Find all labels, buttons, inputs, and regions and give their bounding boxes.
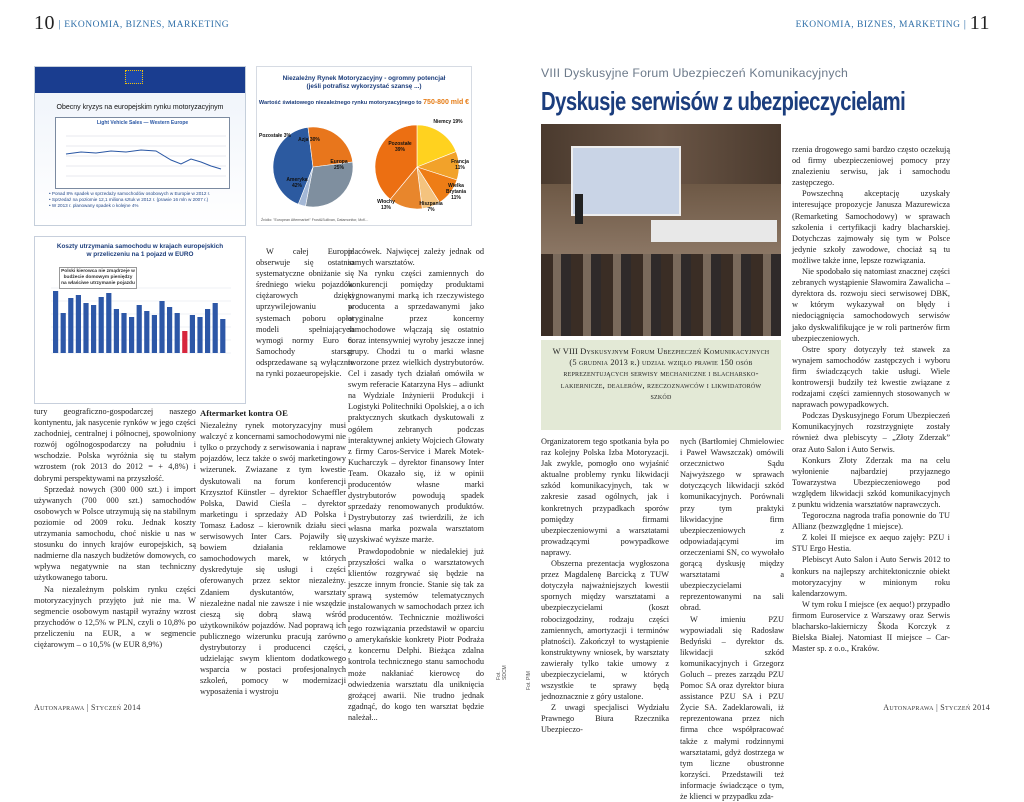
cost-bar [197, 317, 202, 353]
market-value: 750-800 mld € [423, 99, 469, 106]
left-header: 10 | EKONOMIA, BIZNES, MARKETING [34, 12, 229, 35]
paragraph: Konkurs Złoty Zderzak ma na celu wyłonienie najbardziej przyjaznego Towarzystwa Ubezpieczeniowego pod względem likwidacji szkód komunikacyjnych z punktu widzenia warsztatów naprawczych. [792, 455, 950, 510]
page-number: 10 [34, 12, 55, 34]
audience [541, 254, 781, 336]
paragraph: Niezależny rynek motoryzacyjny musi walczyć z koncernami samochodowymi nie tylko o przychody z serwisowania i napraw pojazdów, lecz także o swój marketingowy wizerunek. Zwiazane z tym kwestie dyskutowali na forum konferencji Krzysztof Künstler – dyrektor Schaeffler Polska, Dawid Cieśla – dyrektor marketingu i sprzedaży AD Polska i Tomasz Ładosz – kierownik działu sieci serwisowych Inter Cars. Pojawiły się bowiem działania reklamowe samochodowych marek, w których dyskredytuje się usługi i części oferowanych przez sektor niezależny. Zdaniem dyskutantów, warsztaty niezależne nadal nie zawsze i nie wszędzie cieszą się dobrą sławą wśród użytkowników pojazdów. Nad poprawą ich publicznego wizerunku pracują zarówno dystrybutorzy i producenci części, udzielając swym klientom dodatkowego wsparcia w postaci profesjonalnych szkoleń, pomocy w modernizacji wyposażenia i wystroju [200, 420, 346, 697]
pie-label-pozostale-small: Pozostałe 3% [259, 133, 291, 139]
paragraph: nych (Bartłomiej Chmielowiec i Paweł Wawszczak) omówili orzecznictwo Sądu Najwyższego w sprawach dotyczących likwidacji szkód komunikacyjnych. Porównali przy tym praktyki likwidacyjne firm ubezpieczeniowych z odpowiadającymi im orzeczeniami SN, co wywołało gorącą dyskusję między warsztatami a ubezpieczycielami reprezentowanymi na sali obrad. [680, 436, 784, 614]
cost-bar [53, 291, 58, 353]
slide-title: Obecny kryzys na europejskim rynku motoryzacyjnym [35, 104, 245, 111]
pie-label-azja: Azja 30% [297, 137, 321, 143]
cost-bar [106, 293, 111, 353]
slide-source: Źródło: "European Aftermarket" Frost&Sullivan, Datamonitor, McK... [261, 218, 368, 222]
pie-label-niemcy: Niemcy 19% [433, 119, 463, 125]
mini-chart-title: Light Vehicle Sales — Western Europe [56, 120, 229, 126]
cost-bar [91, 305, 96, 353]
paragraph: W imieniu PZU wypowiadali się Radosław Bedyński – dyrektor ds. likwidacji szkód komunikacyjnych i Grzegorz Goluch – prezes zarządu PZU Pomoc SA oraz dyrektor biura assistance PZU SA i PZU Życie SA. Zadeklarowali, iż reprezentowana przez nich firma chce współpracować także z małymi rodzinnymi warsztatami, gdyż dostrzega w tym liczne obustronne korzyści. Przedstawili też informacje świadczące o tym, że klienci w przypadku zda- [680, 614, 784, 802]
right-col-b [680, 436, 784, 802]
cost-bar [129, 317, 134, 353]
paragraph: Podczas Dyskusyjnego Forum Ubezpieczeń Komunikacyjnych rozstrzygnięte zostały również dwa plebiscyty – „Złoty Zderzak” oraz Auto Salon i Auto Serwis. [792, 410, 950, 454]
cost-bar [76, 295, 81, 353]
cost-bar [144, 311, 149, 353]
cost-bar [205, 309, 210, 353]
bullet-2: • Sprzedaż na poziomie 12,1 miliona sztuk w 2012 r. (prawie 16 mln w 2007 r.) [49, 197, 210, 203]
section-title: EKONOMIA, BIZNES, MARKETING [64, 20, 229, 30]
cost-bar [152, 315, 157, 353]
title-line-2: (jeśli potrafisz wykorzystać szansę ...) [257, 83, 471, 91]
slide-subtitle [257, 99, 471, 106]
cost-bar [68, 298, 73, 353]
title-line-1: Koszty utrzymania samochodu w krajach europejskich [35, 243, 245, 251]
conference-photo [541, 124, 781, 336]
cost-bar [213, 303, 218, 353]
right-footer: Autonaprawa | Styczeń 2014 [883, 703, 990, 712]
cost-bar [190, 315, 195, 353]
photo-credit-left: Fot. SDCM [496, 664, 508, 680]
paragraph: W całej Europie obserwuje się ostatnio systematyczne obniżanie się średniego wieku pojazdów ciężarowych dzięki uprzywilejowaniu w systemach poboru opłat modeli spełniających wymogi normy Euro 6. Samochody starsze odsprzedawane są wyłącznie na rynki pozaeuropejskie. [256, 246, 354, 379]
section-title: EKONOMIA, BIZNES, MARKETING [796, 20, 961, 30]
paragraph: Nie spodobało się natomiast znacznej części zebranych wystąpienie Sławomira Zawalicha – dyrektora ds. rozwoju sieci serwisowej DBK, w którym wykazywał on błędy i niedociągnięcia samochodowych serwisów jako dyskwalifikujące je w roli partnerów firm ubezpieczeniowych. [792, 266, 950, 344]
paragraph: Sprzedaż nowych (300 000 szt.) i import używanych (700 000 szt.) samochodów osobowych w Polsce utrzymują się na stabilnym poziomie od 2009 roku. Jednak koszty utrzymania samochodu, choć niskie u nas w stosunku do innych krajów europejskich, są nadmierne dla naszych budżetów domowych, co wpływa negatywnie na stan techniczny użytkowanego taboru. [34, 484, 196, 584]
paragraph: Tegoroczna nagroda trafia ponownie do TU Allianz (bezwzględne 1 miejsce). [792, 510, 950, 532]
left-col-c [348, 246, 484, 723]
cost-bar [121, 313, 126, 353]
slide-market-potential [256, 66, 472, 226]
left-footer: Autonaprawa | Styczeń 2014 [34, 703, 141, 712]
slide-europe-crisis [34, 66, 246, 226]
left-col-top [256, 246, 354, 379]
slide-header-band [35, 67, 245, 93]
left-col-b [200, 406, 346, 697]
cost-bar [137, 305, 142, 353]
photo-caption: W VIII Dyskusyjnym Forum Ubezpieczeń Komunikacyjnych (5 grudnia 2013 r.) udział wzięło prawie 150 osób reprezentujących serwisy mechaniczne i blacharsko-lakiernicze, dealerów, rzeczoznawców i likwidatorów szkód [541, 340, 781, 430]
paragraph: tury geograficzno-gospodarczej naszego kontynentu, jak nasycenie rynków w jego części zachodniej, centralnej i północnej, spowolniony rozwój ogólnogospodarczy na południu i wschodzie. Polska wyróżnia się tu stałym wzrostem (rok 2013 do 2012 = + 4,8%) i dobrymi perspektywami na przyszłość. [34, 406, 196, 484]
slide-note: Polski kierowca nie zmądrzeje w budżecie domowym pieniędzy na właściwe utrzymanie pojazdu [59, 267, 137, 289]
subtitle-text: Wartość światowego niezależnego rynku motoryzacyjnego to [259, 100, 422, 106]
paragraph: Na rynku części zamiennych do konkurencji pomiędzy produktami sygnowanymi marką ich rzeczywistego producenta a sprzedawanymi jako oryginalne przez koncerny samochodowe włączają się ostatnio coraz intensywniej wyroby jeszcze innej grupy. Chodzi tu o marki własne tworzone przez wielkich dystrybutorów. Cel i zasady tych działań omówiła w swym referacie Katarzyna Hys – adiunkt na Wydziale Inżynierii Produkcji i Logistyki Politechniki Opolskiej, a o ich praktycznych skutkach dyskutowali z ogółem zebranych podczas interaktywnej ankiety Wojciech Głowaty z firmy Caros-Service i Marek Motek-Kucharczyk – dyrektor finansowy Inter Team. Okazało się, iż w opinii producentów własne marki dystrybutorów powodują spadek sprzedaży renomowanych produktów. Dystrybutorzy zaś twierdzili, że ich własna marka pozwala warsztatom uzyskiwać wyższe marże. [348, 268, 484, 545]
title-line-1: Niezależny Rynek Motoryzacyjny - ogromny potencjał [257, 75, 471, 83]
paragraph: Z kolei II miejsce ex aequo zajęły: PZU i STU Ergo Hestia. [792, 532, 950, 554]
right-header: EKONOMIA, BIZNES, MARKETING | 11 [796, 12, 990, 35]
right-col-a [541, 436, 669, 736]
paragraph: Organizatorem tego spotkania była po raz kolejny Polska Izba Motoryzacji. Jak zwykle, pomogło ono wyjaśnić aktualne problemy rynku likwidacji szkód komunikacyjnych, tak w zakresie zasad ogólnych, jak i konkretnych przypadkach sporów pomiędzy firmami ubezpieczeniowymi a warsztatami prowadzącymi powypadkowe naprawy. [541, 436, 669, 558]
slide-title [35, 243, 245, 259]
cost-bar [61, 313, 66, 353]
cost-bar [220, 319, 225, 353]
paragraph: W tym roku I miejsce (ex aequo!) przypadło firmom Euroservice z Warszawy oraz Serwis blacharsko-lakierniczy Škoda Korczyk z Bielska Białej. Natomiast II miejsce – Car-Master sp. z o.o., Kraków. [792, 599, 950, 654]
cost-bar [167, 307, 172, 353]
light-vehicle-sales-chart [55, 117, 230, 189]
left-col-a [34, 406, 196, 650]
bullet-1: • Ponad 8% spadek w sprzedaży samochodów osobowych w Europie w 2012 r. [49, 191, 210, 197]
pie-label-hiszpania: Hiszpania 7% [419, 201, 443, 213]
cost-bar [182, 331, 187, 353]
paragraph: Na niezależnym polskim rynku części motoryzacyjnych przyjęto już nie ma. W segmencie osobowym nastąpił wyraźny wzrost przychodów o 12,5% w PLN, czyli o 10,8% po przeliczeniu na EUR, a w segmencie ciężarowym – o 10,5% (w EUR 8,9%) [34, 584, 196, 651]
cost-bar [114, 309, 119, 353]
bullet-3: • W 2013 r. planowany spadek o kolejne 4% [49, 203, 210, 209]
cost-bar [99, 297, 104, 353]
projection-screen [571, 146, 681, 216]
slide-title [257, 75, 471, 91]
slide-car-costs [34, 236, 246, 404]
sales-line [56, 126, 229, 186]
paragraph: Powszechną akceptację uzyskały interesujące propozycje Janusza Mazurewicza (Remarketing Samochodowy) w sprawach szkolenia i certyfikacji kadry blacharskiej. Dotychczas zajmowały się tym w Polsce jedynie szkoły zawodowe, chociaż są tu możliwe także inne, lepsze rozwiązania. [792, 188, 950, 266]
page-number: 11 [970, 12, 990, 34]
paragraph: Prawdopodobnie w niedalekiej już przyszłości walka o warsztatowych klientów rozgrywać się będzie na jeszcze innym froncie. Stanie się tak za sprawą systemów telematycznych instalowanych w samochodach przez ich producentów. Technicznie możliwości tego rozwiązania przedstawił w oparciu o amerykańskie konkrety Piotr Podraża z koncernu Delphi. Bieżąca zdalna kontrola technicznego stanu samochodu może nakłaniać kierowcę do odwiedzenia warsztatu dla uniknięcia grożącej awarii. Nie trudno jednak zgadnąć, do kogo ten warsztat będzie należał... [348, 546, 484, 724]
pie-label-wlochy: Włochy 13% [375, 199, 397, 211]
panel-table [651, 220, 777, 242]
section-heading: Aftermarket kontra OE [200, 408, 346, 419]
eu-flag-icon [125, 70, 143, 84]
cost-bar [175, 313, 180, 353]
paragraph: Obszerna prezentacja wygłoszona przez Magdalenę Barcicką z TUW dotyczyła najważniejszych kwestii spornych między warsztatami a ubezpieczycielami (koszt robocizgodziny, rodzaju części zamiennych, amortyzacji i terminów płatności). Zakończył to wystąpienie konstruktywny wniosek, by warsztaty zawierały tylko takie umowy z ubezpieczycielami, w których wszystkie te sprawy będą jednoznacznie z góry ustalone. [541, 558, 669, 702]
cost-bar [159, 301, 164, 353]
left-page [0, 0, 512, 724]
photo-credit-right: Fot. PIM [526, 671, 532, 690]
speaker-figure [575, 194, 583, 224]
paragraph: placówek. Najwięcej zależy jednak od samych warsztatów. [348, 246, 484, 268]
right-col-c [792, 144, 950, 654]
cost-bar [83, 303, 88, 353]
article-headline: Dyskusje serwisów z ubezpieczycielami [541, 86, 905, 117]
paragraph: Plebiscyt Auto Salon i Auto Serwis 2012 to konkurs na najlepszy architektonicznie obiekt motoryzacyjny w minionym roku kalendarzowym. [792, 554, 950, 598]
pie-label-europa: Europa 25% [327, 159, 351, 171]
slide-bullets [49, 191, 210, 209]
pie-label-wielka-brytania: Wielka Brytania 11% [443, 183, 469, 201]
title-line-2: w przeliczeniu na 1 pojazd w EURO [35, 251, 245, 259]
pie-label-pozostale: Pozostałe 39% [385, 141, 415, 153]
paragraph: Ostre spory dotyczyły też stawek za wynajem samochodów zastępczych i wyboru firm świadczących takie usługi. Wiele kontrowersji budziły też kwestie związane z rodzajami części zamiennych stosowanych w naprawach powypadkowych. [792, 344, 950, 411]
paragraph: rzenia drogowego sami bardzo często oczekują od firmy ubezpieczeniowej pomocy przy znalezieniu serwisu, jak i samochodu zastępczego. [792, 144, 950, 188]
paragraph: Z uwagi specjalisci Wydziału Prawnego Biura Rzecznika Ubezpieczo- [541, 702, 669, 735]
pie-label-ameryka: Ameryka 42% [283, 177, 311, 189]
article-kicker: VIII Dyskusyjne Forum Ubezpieczeń Komunikacyjnych [541, 66, 848, 80]
pie-label-francja: Francja 11% [449, 159, 471, 171]
